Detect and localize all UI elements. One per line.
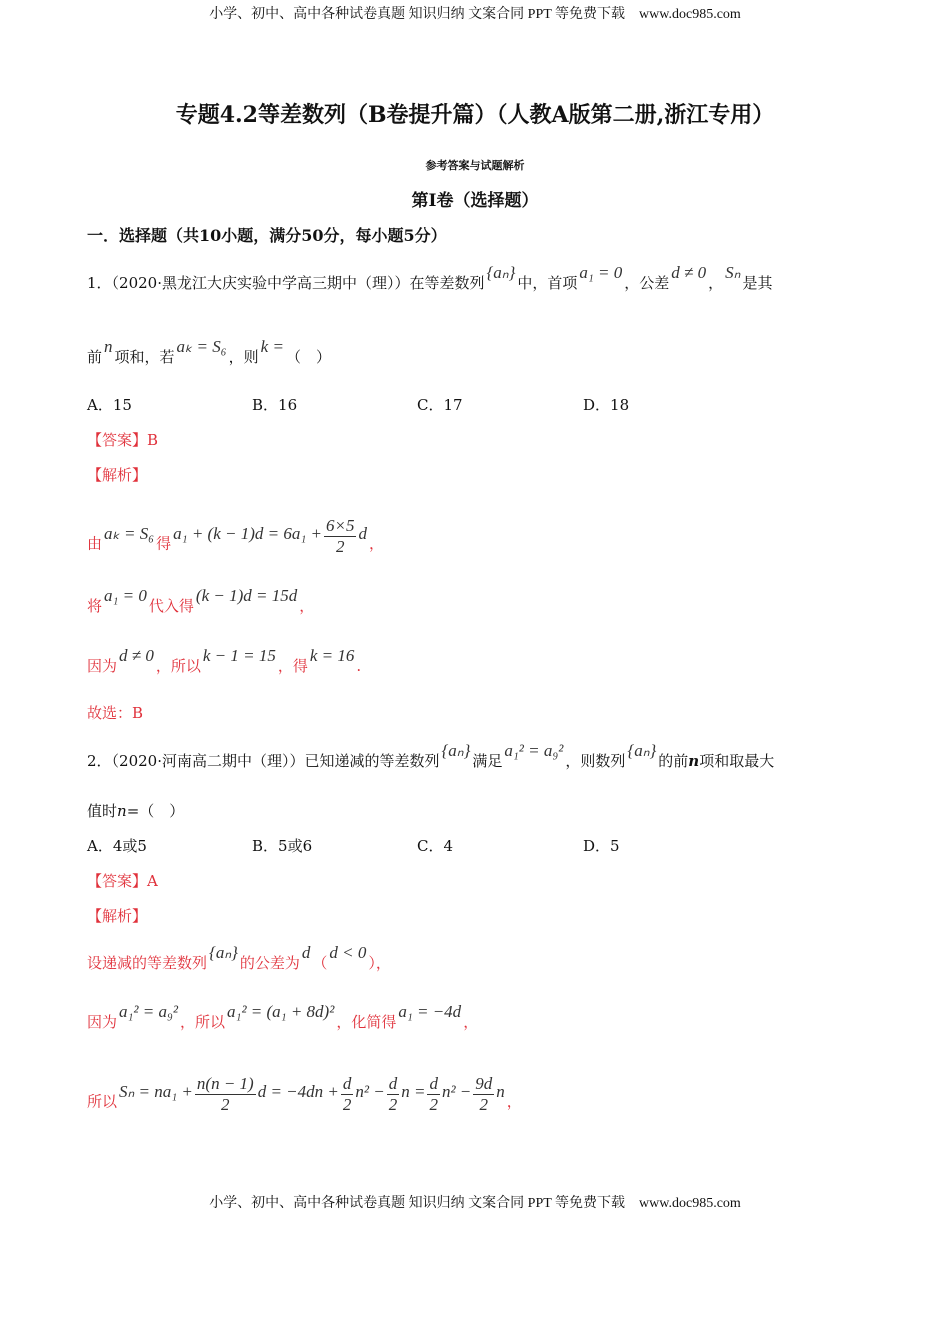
math: n² − [441, 1081, 472, 1101]
variable-n: n [688, 752, 700, 770]
q2-answer: 【答案】A [87, 872, 158, 890]
text: 由 [87, 534, 103, 553]
q1-solution-step-1 [87, 516, 384, 565]
q2-text: =（ ） [126, 802, 185, 820]
math: a₁ = 0 [579, 263, 623, 282]
text: 所以 [87, 1092, 118, 1111]
math: d ≠ 0 [671, 263, 707, 282]
math: {aₙ} [627, 741, 657, 760]
fraction [324, 516, 356, 557]
text: ，得 [277, 657, 308, 675]
math: {aₙ} [486, 263, 516, 282]
text: ， [463, 1013, 479, 1031]
math: a₁² = a₉² [119, 1002, 179, 1021]
text: ）， [368, 954, 391, 972]
math: k − 1 = 15 [202, 646, 276, 665]
text: . [356, 657, 362, 675]
variable-n: n [117, 802, 127, 820]
fraction [387, 1074, 400, 1115]
denominator: 2 [388, 1095, 398, 1114]
q1-text: ， [708, 274, 724, 292]
q2-option-a: A．4或5 [87, 837, 147, 855]
math: d ≠ 0 [119, 646, 154, 665]
math: n [496, 1081, 505, 1101]
math: {aₙ} [209, 943, 238, 962]
denominator: 2 [335, 537, 345, 556]
numerator: d [429, 1074, 438, 1093]
numerator: d [342, 1074, 352, 1093]
fraction [341, 1074, 354, 1115]
text: ， [299, 597, 315, 615]
numerator: n(n − 1) [196, 1074, 254, 1093]
fraction [195, 1074, 256, 1115]
text: （ [312, 954, 328, 972]
q1-analysis-label: 【解析】 [87, 466, 148, 484]
math: a₁ + (k − 1)d = 6a₁ + [173, 523, 322, 543]
math: d = −4dn + [257, 1081, 339, 1101]
math: a₁² = (a₁ + 8d)² [227, 1002, 335, 1021]
math: Sₙ = na₁ + [119, 1081, 193, 1101]
numerator: d [388, 1074, 398, 1093]
q2-text: 2．（2020·河南高二期中（理））已知递减的等差数列 [87, 752, 440, 770]
denominator: 2 [342, 1095, 352, 1114]
section-heading: 第Ⅰ卷（选择题） [411, 191, 539, 211]
q2-text: ，则数列 [565, 752, 626, 770]
q2-text: 的前 [658, 752, 689, 770]
text: ， [368, 534, 384, 553]
q1-option-a: A．15 [87, 396, 132, 414]
math: a₁ = −4d [398, 1002, 462, 1021]
q2-option-d: D．5 [583, 837, 620, 855]
q2-solution-step-3 [87, 1074, 522, 1123]
math: n = [401, 1081, 426, 1101]
math: d [358, 523, 367, 543]
q1-text: 1．（2020·黑龙江大庆实验中学高三期中（理））在等差数列 [87, 274, 485, 292]
q1-text: 是其 [742, 274, 773, 292]
text: 代入得 [148, 597, 194, 615]
page-footer: 小学、初中、高中各种试卷真题 知识归纳 文案合同 PPT 等免费下载 www.doc985.com [209, 1196, 741, 1211]
question-2-line-2 [87, 800, 184, 821]
q1-text: 中，首项 [517, 274, 578, 292]
math: n [104, 337, 113, 356]
document-title: 专题4.2等差数列（B卷提升篇）（人教A版第二册,浙江专用） [175, 102, 775, 128]
q1-text: 前 [87, 348, 103, 366]
text: ，所以 [180, 1013, 226, 1031]
denominator: 2 [221, 1095, 230, 1114]
question-2-line-1 [87, 741, 775, 771]
q2-option-c: C．4 [417, 837, 454, 855]
q1-answer: 【答案】B [87, 431, 159, 449]
question-1-line-1 [87, 263, 773, 293]
text: 设递减的等差数列 [87, 954, 208, 972]
q1-option-d: D．18 [583, 396, 630, 414]
math: a₁² = a₉² [504, 741, 564, 760]
q1-option-b: B．16 [252, 396, 298, 414]
subtitle: 参考答案与试题解析 [425, 159, 525, 172]
q1-text: 项和，若 [114, 348, 175, 366]
text: 得 [156, 534, 172, 553]
q2-analysis-label: 【解析】 [87, 907, 148, 925]
q2-text: 满足 [472, 752, 503, 770]
text: 因为 [87, 657, 118, 675]
q1-conclusion: 故选：B [87, 704, 144, 722]
numerator: 9d [475, 1074, 493, 1093]
q1-option-c: C．17 [417, 396, 463, 414]
math: d < 0 [329, 943, 367, 962]
math: k = 16 [309, 646, 355, 665]
q2-solution-step-2 [87, 1002, 479, 1032]
math: a₁ = 0 [104, 586, 147, 605]
q2-text: 值时 [87, 802, 118, 820]
q1-solution-step-2 [87, 586, 315, 616]
denominator: 2 [429, 1095, 438, 1114]
fraction [473, 1074, 494, 1115]
q2-text: 项和取最大 [699, 752, 775, 770]
q1-text: ，则 [228, 348, 259, 366]
page-header: 小学、初中、高中各种试卷真题 知识归纳 文案合同 PPT 等免费下载 www.doc985.com [209, 7, 741, 22]
numerator: 6×5 [325, 516, 355, 535]
text: 因为 [87, 1013, 118, 1031]
math: n² − [355, 1081, 385, 1101]
part-heading: 一．选择题（共10小题，满分50分，每小题5分） [87, 226, 447, 245]
q1-solution-step-3 [87, 646, 362, 676]
text: ，所以 [155, 657, 201, 675]
text: ， [506, 1092, 522, 1111]
math: (k − 1)d = 15d [195, 586, 298, 605]
q1-text: ，公差 [624, 274, 670, 292]
question-1-line-2 [87, 337, 331, 367]
denominator: 2 [479, 1095, 489, 1114]
math: d [301, 943, 311, 962]
q2-option-b: B．5或6 [252, 837, 313, 855]
text: ，化简得 [336, 1013, 397, 1031]
q2-solution-step-1 [87, 943, 391, 973]
math: aₖ = S₆ [176, 337, 227, 356]
text: 的公差为 [239, 954, 300, 972]
math: {aₙ} [441, 741, 471, 760]
q1-text: （ ） [285, 348, 331, 366]
math: k = [260, 337, 284, 356]
text: 将 [87, 597, 103, 615]
fraction [427, 1074, 440, 1115]
math: Sₙ [725, 263, 741, 282]
math: aₖ = S₆ [104, 523, 155, 543]
